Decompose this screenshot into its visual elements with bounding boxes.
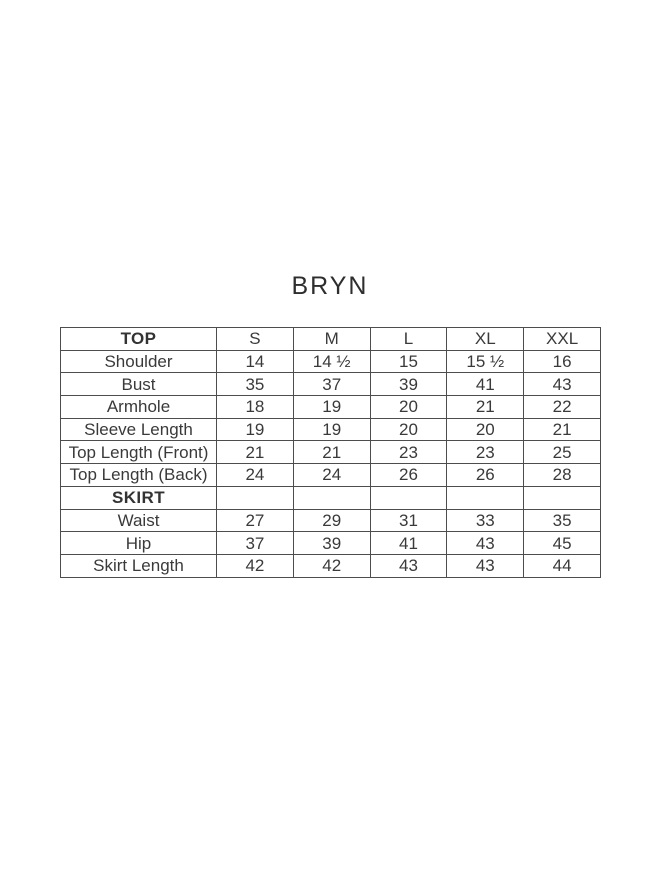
size-header-cell: L — [370, 328, 447, 351]
measurement-value: 24 — [293, 464, 370, 487]
table-row-sleeve-length — [61, 418, 601, 441]
measurement-value: 42 — [217, 554, 294, 577]
measurement-value: 26 — [447, 464, 524, 487]
measurement-value: 15 — [370, 350, 447, 373]
measurement-value: 31 — [370, 509, 447, 532]
empty-cell — [524, 486, 601, 509]
measurement-value: 35 — [524, 509, 601, 532]
measurement-value: 42 — [293, 554, 370, 577]
table-row-skirt-header — [61, 486, 601, 509]
measurement-label: Top Length (Back) — [61, 464, 217, 487]
measurement-value: 20 — [370, 396, 447, 419]
table-row-skirt-length — [61, 554, 601, 577]
measurement-value: 20 — [370, 418, 447, 441]
empty-cell — [217, 486, 294, 509]
measurement-label: Sleeve Length — [61, 418, 217, 441]
size-header-cell: M — [293, 328, 370, 351]
measurement-value: 16 — [524, 350, 601, 373]
measurement-value: 43 — [447, 532, 524, 555]
empty-cell — [293, 486, 370, 509]
measurement-value: 41 — [370, 532, 447, 555]
table-row-top-length-back — [61, 464, 601, 487]
size-header-cell: XXL — [524, 328, 601, 351]
measurement-value: 21 — [217, 441, 294, 464]
table-row-top-length-front — [61, 441, 601, 464]
measurement-value: 43 — [524, 373, 601, 396]
measurement-value: 20 — [447, 418, 524, 441]
measurement-value: 41 — [447, 373, 524, 396]
measurement-label: Hip — [61, 532, 217, 555]
measurement-value: 33 — [447, 509, 524, 532]
size-header-cell: S — [217, 328, 294, 351]
measurement-label: Shoulder — [61, 350, 217, 373]
table-row-waist — [61, 509, 601, 532]
table-row-bust — [61, 373, 601, 396]
measurement-value: 39 — [370, 373, 447, 396]
measurement-value: 14 ½ — [293, 350, 370, 373]
measurement-value: 22 — [524, 396, 601, 419]
measurement-value: 29 — [293, 509, 370, 532]
measurement-value: 43 — [370, 554, 447, 577]
measurement-value: 18 — [217, 396, 294, 419]
measurement-value: 19 — [217, 418, 294, 441]
section-label-cell: SKIRT — [61, 486, 217, 509]
measurement-value: 14 — [217, 350, 294, 373]
measurement-value: 26 — [370, 464, 447, 487]
measurement-value: 44 — [524, 554, 601, 577]
empty-cell — [447, 486, 524, 509]
measurement-value: 43 — [447, 554, 524, 577]
measurement-value: 23 — [370, 441, 447, 464]
measurement-value: 28 — [524, 464, 601, 487]
measurement-label: Bust — [61, 373, 217, 396]
measurement-value: 23 — [447, 441, 524, 464]
measurement-label: Skirt Length — [61, 554, 217, 577]
measurement-value: 21 — [524, 418, 601, 441]
size-chart-table — [60, 327, 601, 578]
measurement-value: 24 — [217, 464, 294, 487]
empty-cell — [370, 486, 447, 509]
measurement-value: 21 — [447, 396, 524, 419]
measurement-value: 45 — [524, 532, 601, 555]
table-row-top-header — [61, 328, 601, 351]
measurement-value: 19 — [293, 396, 370, 419]
measurement-value: 39 — [293, 532, 370, 555]
size-header-cell: XL — [447, 328, 524, 351]
measurement-value: 37 — [217, 532, 294, 555]
section-label-cell: TOP — [61, 328, 217, 351]
measurement-value: 15 ½ — [447, 350, 524, 373]
measurement-value: 37 — [293, 373, 370, 396]
table-row-hip — [61, 532, 601, 555]
measurement-label: Waist — [61, 509, 217, 532]
measurement-value: 27 — [217, 509, 294, 532]
page-title: BRYN — [291, 272, 369, 300]
measurement-value: 21 — [293, 441, 370, 464]
measurement-value: 25 — [524, 441, 601, 464]
measurement-label: Top Length (Front) — [61, 441, 217, 464]
table-row-armhole — [61, 396, 601, 419]
measurement-value: 19 — [293, 418, 370, 441]
table-row-shoulder — [61, 350, 601, 373]
measurement-label: Armhole — [61, 396, 217, 419]
measurement-value: 35 — [217, 373, 294, 396]
